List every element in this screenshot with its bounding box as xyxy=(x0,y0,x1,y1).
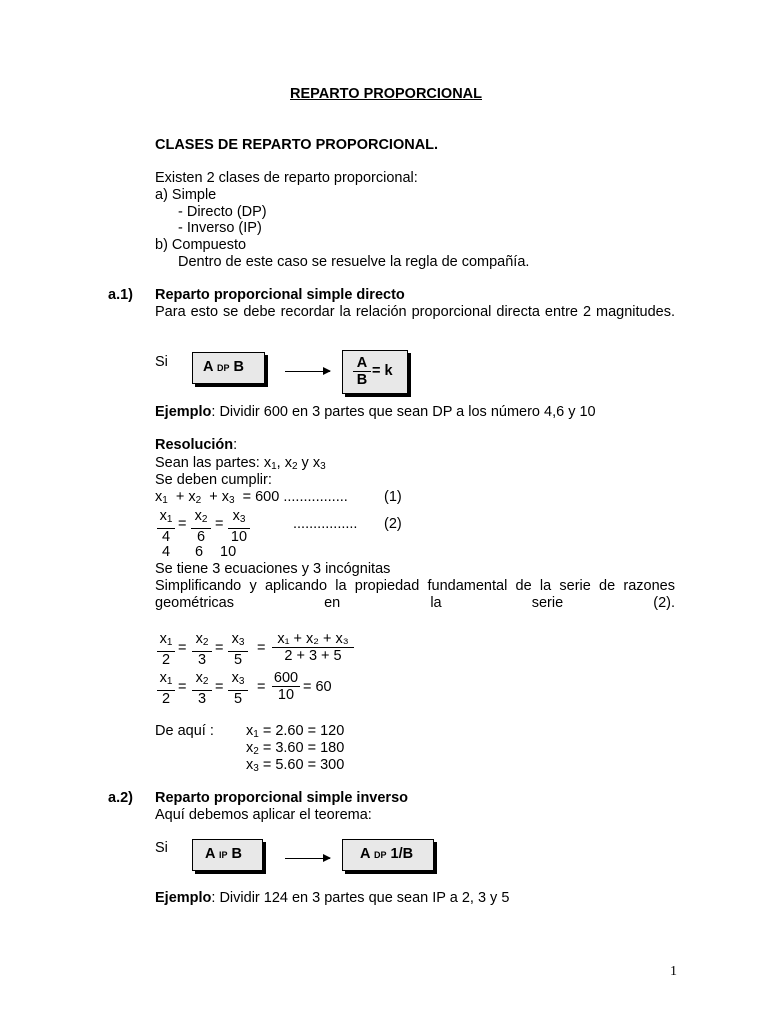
de-aqui: De aquí : xyxy=(155,723,214,739)
ejemplo-a2 xyxy=(155,890,509,907)
fraction: $\frac{x_3}{5}$ xyxy=(228,631,248,668)
result-60: = 60 xyxy=(303,679,332,695)
fraction: $\frac{x_2}{6}$ xyxy=(191,508,211,545)
box-a-over-b xyxy=(342,350,408,394)
equals-sign: = xyxy=(257,679,266,695)
equals-sign: = xyxy=(178,679,187,695)
si-label-a2: Si xyxy=(155,840,168,856)
row-value: 4 xyxy=(162,544,171,560)
line-simplificando: Simplificando y aplicando la propiedad fundamental de la serie de razones geométricas en la serie (2). xyxy=(155,578,675,611)
result-x2-value: = 3.60 = 180 xyxy=(262,740,345,756)
class-directo: - Directo (DP) xyxy=(178,204,267,220)
box-rel: DP xyxy=(216,363,230,373)
class-compuesto-desc: Dentro de este caso se resuelve la regla de compañía. xyxy=(178,254,530,270)
box-a-dp-inv-b xyxy=(342,839,434,871)
line-partes-text: Sean las partes: x xyxy=(155,455,272,471)
result-x1: $x_1 = 2.60 = 120$ xyxy=(246,723,345,740)
section-heading: CLASES DE REPARTO PROPORCIONAL. xyxy=(155,137,439,153)
box-rel: DP xyxy=(373,850,387,860)
page-number: 1 xyxy=(670,964,677,979)
line-ecuaciones: Se tiene 3 ecuaciones y 3 incógnitas xyxy=(155,561,391,577)
value-numerator: 600 xyxy=(273,670,299,686)
fraction: $\frac{x_2}{3}$ xyxy=(192,631,212,668)
box-rel: IP xyxy=(218,850,228,860)
equals-sign: = xyxy=(257,640,266,656)
sum-denominator: 2 + 3 + 5 xyxy=(284,648,342,664)
eq1-dots: = 600 ................ xyxy=(242,489,348,505)
row-value: 6 xyxy=(195,544,204,560)
box-b: 1/B xyxy=(390,846,414,862)
resolucion-colon: : xyxy=(233,437,238,453)
fraction-value xyxy=(272,670,300,703)
section-a2-text: Aquí debemos aplicar el teorema: xyxy=(155,807,372,823)
equals-sign: = xyxy=(215,516,224,532)
equation-1: $x_1 + x_2 + x_3 = 600$ ................ xyxy=(155,489,348,506)
class-simple: a) Simple xyxy=(155,187,217,203)
fraction: $\frac{x_3}{5}$ xyxy=(228,670,248,707)
class-inverso: - Inverso (IP) xyxy=(178,220,262,236)
box-frac-num: A xyxy=(353,355,371,372)
box-a: A xyxy=(360,846,370,862)
section-a1-label: a.1) xyxy=(108,287,133,303)
equals-sign: = xyxy=(178,516,187,532)
value-denominator: 10 xyxy=(277,687,295,703)
section-a2-label: a.2) xyxy=(108,790,133,806)
box-a-ip-b xyxy=(192,839,263,871)
arrow-right-icon xyxy=(285,371,330,372)
result-x1-value: = 2.60 = 120 xyxy=(262,723,345,739)
box-frac-den: B xyxy=(356,372,368,388)
section-a1-text: Para esto se debe recordar la relación proporcional directa entre 2 magnitudes. xyxy=(155,304,675,320)
line-partes: Sean las partes: $x_1$, $x_2$ y $x_3$ xyxy=(155,455,326,472)
fraction: $\frac{x_1}{2}$ xyxy=(157,631,175,668)
line-cumplir: Se deben cumplir: xyxy=(155,472,272,488)
arrow-right-icon xyxy=(285,858,330,859)
box-b: B xyxy=(233,359,244,375)
equals-sign: = xyxy=(178,640,187,656)
result-x3-value: = 5.60 = 300 xyxy=(262,757,345,773)
ejemplo-label: Ejemplo xyxy=(155,404,212,420)
box-a: A xyxy=(203,359,213,375)
section-a2-title: Reparto proporcional simple inverso xyxy=(155,790,408,806)
equals-sign: = xyxy=(215,679,224,695)
fraction: $\frac{x_2}{3}$ xyxy=(192,670,212,707)
fraction: $\frac{x_1}{4}$ xyxy=(157,508,175,545)
ejemplo-a1 xyxy=(155,404,596,421)
fraction: $\frac{x_1}{2}$ xyxy=(157,670,175,707)
ejemplo-text: : Dividir 600 en 3 partes que sean DP a los número 4,6 y 10 xyxy=(211,404,596,420)
row-value: 10 xyxy=(220,544,237,560)
ejemplo-label: Ejemplo xyxy=(155,890,212,906)
page-title: REPARTO PROPORCIONAL xyxy=(290,86,483,102)
eq2-number: (2) xyxy=(384,516,402,532)
eq1-number: (1) xyxy=(384,489,402,505)
fraction-sum xyxy=(272,631,354,664)
result-x2: $x_2 = 3.60 = 180$ xyxy=(246,740,345,757)
si-label-a1: Si xyxy=(155,354,168,370)
sum-numerator: x₁ + x₂ + x₃ xyxy=(272,631,354,648)
equals-sign: = xyxy=(215,640,224,656)
box-a-dp-b xyxy=(192,352,265,384)
section-a1-title: Reparto proporcional simple directo xyxy=(155,287,405,303)
fraction: $\frac{x_3}{10}$ xyxy=(228,508,250,545)
eq2-dots: ................ xyxy=(293,516,358,532)
box-a: A xyxy=(205,846,215,862)
resolucion-label: Resolución xyxy=(155,437,234,453)
result-x3: $x_3 = 5.60 = 300$ xyxy=(246,757,345,774)
class-compuesto: b) Compuesto xyxy=(155,237,247,253)
ejemplo-text: : Dividir 124 en 3 partes que sean IP a 2, 3 y 5 xyxy=(211,890,510,906)
box-b: B xyxy=(231,846,242,862)
box-eq-k: = k xyxy=(372,363,393,379)
resolucion xyxy=(155,437,237,454)
intro-text: Existen 2 clases de reparto proporcional: xyxy=(155,170,418,186)
